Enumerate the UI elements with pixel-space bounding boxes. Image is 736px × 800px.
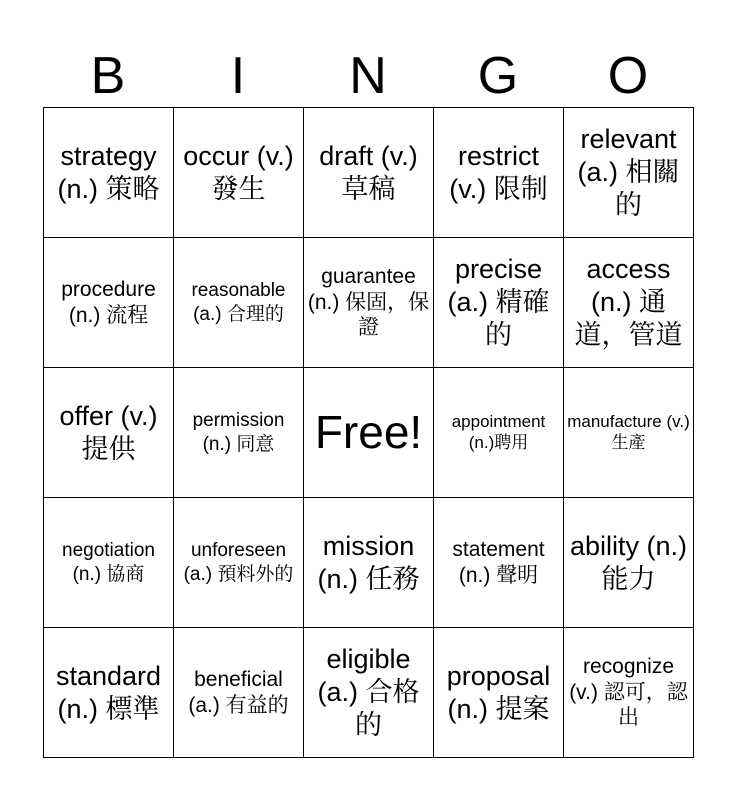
board-row-4	[44, 498, 694, 628]
bingo-cell[interactable]: relevant (a.) 相關的	[564, 108, 694, 238]
bingo-cell[interactable]: guarantee (n.) 保固，保證	[304, 238, 434, 368]
header-letter-b: B	[90, 47, 126, 105]
bingo-cell[interactable]: mission (n.) 任務	[304, 498, 434, 628]
board-row-1	[44, 108, 694, 238]
header-letter-i: I	[230, 47, 246, 105]
board-row-2	[44, 238, 694, 368]
bingo-cell[interactable]: permission (n.) 同意	[174, 368, 304, 498]
bingo-cell[interactable]: negotiation (n.) 協商	[44, 498, 174, 628]
bingo-header	[43, 44, 693, 108]
bingo-cell[interactable]: unforeseen (a.) 預料外的	[174, 498, 304, 628]
bingo-cell[interactable]: occur (v.) 發生	[174, 108, 304, 238]
bingo-cell[interactable]: recognize (v.) 認可，認出	[564, 628, 694, 758]
bingo-cell[interactable]: proposal (n.) 提案	[434, 628, 564, 758]
bingo-cell[interactable]: offer (v.) 提供	[44, 368, 174, 498]
bingo-cell[interactable]: precise (a.) 精確的	[434, 238, 564, 368]
bingo-cell[interactable]: strategy (n.) 策略	[44, 108, 174, 238]
header-letter-n: N	[349, 47, 387, 105]
bingo-cell[interactable]: reasonable (a.) 合理的	[174, 238, 304, 368]
header-letter-o: O	[607, 47, 649, 105]
bingo-cell[interactable]: access (n.) 通道，管道	[564, 238, 694, 368]
bingo-cell[interactable]: manufacture (v.) 生產	[564, 368, 694, 498]
bingo-board	[43, 107, 694, 758]
bingo-cell[interactable]: restrict (v.) 限制	[434, 108, 564, 238]
bingo-cell[interactable]: standard (n.) 標準	[44, 628, 174, 758]
bingo-cell[interactable]: eligible (a.) 合格的	[304, 628, 434, 758]
bingo-cell[interactable]: draft (v.) 草稿	[304, 108, 434, 238]
board-row-5	[44, 628, 694, 758]
header-letter-g: G	[477, 47, 519, 105]
board-row-3	[44, 368, 694, 498]
bingo-cell[interactable]: procedure (n.) 流程	[44, 238, 174, 368]
bingo-cell[interactable]: ability (n.) 能力	[564, 498, 694, 628]
bingo-cell[interactable]: statement (n.) 聲明	[434, 498, 564, 628]
free-cell[interactable]: Free!	[304, 368, 434, 498]
bingo-cell[interactable]: beneficial (a.) 有益的	[174, 628, 304, 758]
bingo-cell[interactable]: appointment (n.)聘用	[434, 368, 564, 498]
